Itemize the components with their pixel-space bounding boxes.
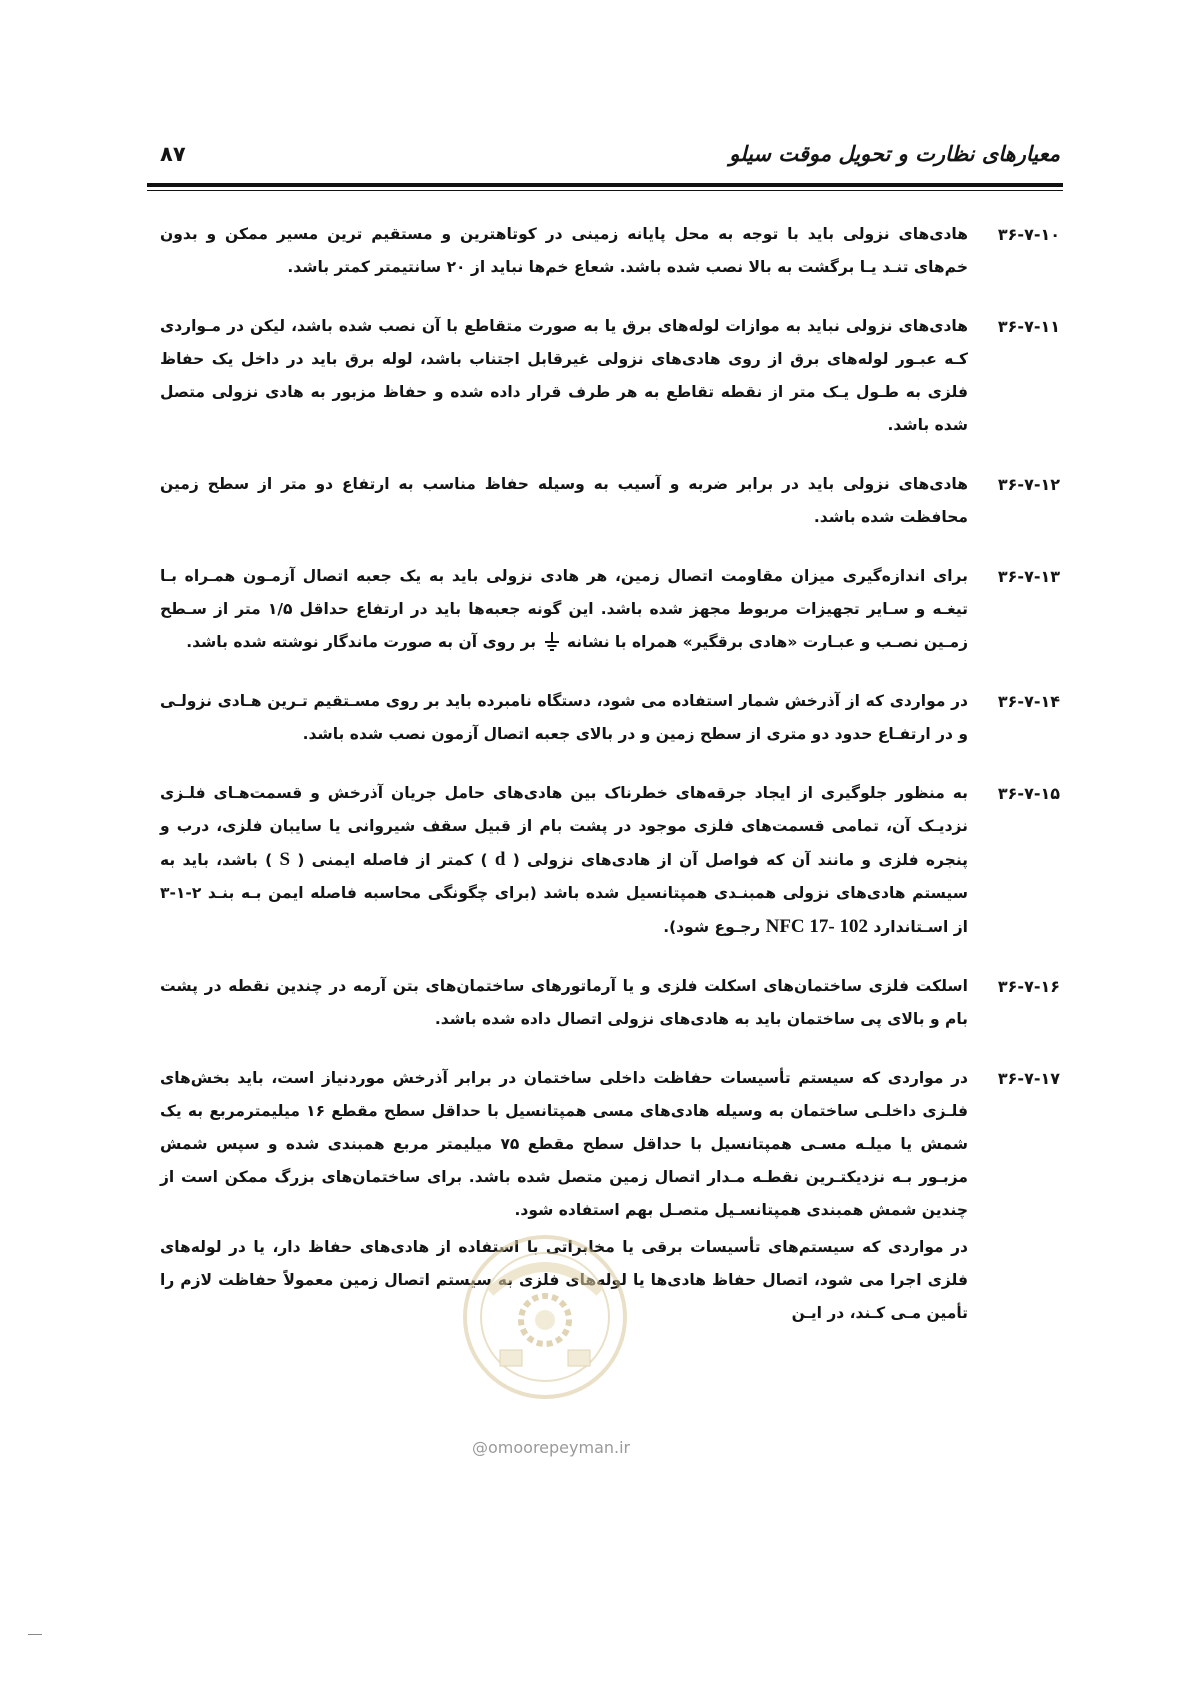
main-content — [160, 218, 1060, 1356]
clause-text: در مواردی که سیستم تأسیسات حفاظت داخلی ساختمان در برابر آذرخش موردنیاز است، باید بخش‌های فلـزی داخلـی ساختمان به وسیله هادی‌های مسی همپتانسیل با حداقل سطح مقطع ۱۶ میلیمترمربع به یک شمش یا میلـه مسـی همپتانسیل با حداقل سطح مقطع ۷۵ میلیمتر مربع همبندی شده و سپس شمش مزبـور بـه نزدیکتـرین نقطـه مـدار اتصال زمین متصل شده باشد. برای ساختمان‌های بزرگ ممکن است از چندین شمش همبندی همپتانسـیل متصـل بهم استفاده شود. — [160, 1069, 968, 1219]
clause-number: ۳۶-۷-۱۴ — [997, 692, 1060, 711]
clause-number: ۳۶-۷-۱۲ — [997, 475, 1060, 494]
clause-text: هادی‌های نزولی باید در برابر ضربه و آسیب به وسیله حفاظ مناسب به ارتفاع دو متر از سطح زمین محافظت شده باشد. — [160, 475, 968, 526]
page-header — [150, 138, 1060, 178]
clause-36-7-10 — [160, 218, 1060, 284]
clause-36-7-12 — [160, 468, 1060, 534]
standard-code: NFC 17- 102 — [765, 916, 868, 937]
clause-number: ۳۶-۷-۱۳ — [997, 567, 1060, 586]
clause-text-part: رجـوع شود). — [663, 918, 761, 936]
clause-36-7-15 — [160, 777, 1060, 944]
ground-symbol-icon — [544, 631, 560, 653]
symbol-s: S — [279, 849, 291, 870]
clause-text: هادی‌های نزولی باید با توجه به محل پایانه زمینی در کوتاهترین و مستقیم ترین مسیر ممکن و بدون خم‌های تنـد یـا برگشت به بالا نصب شده باشد. شعاع خم‌ها نباید از ۲۰ سانتیمتر کمتر باشد. — [160, 225, 968, 276]
clause-text: در مواردی که از آذرخش شمار استفاده می شود، دستگاه نامبرده باید بر روی مسـتقیم تـرین هـادی نزولـی و در ارتفـاع حدود دو متری از سطح زمین و در بالای جعبه اتصال آزمون نصب شده باشد. — [160, 692, 968, 743]
watermark-seal-icon — [460, 1232, 630, 1402]
clause-text — [160, 777, 968, 944]
clause-text-part: بر روی آن به صورت ماندگار نوشته شده باشد. — [186, 633, 537, 651]
symbol-d: d — [494, 849, 506, 870]
clause-text-part: به منظور جلوگیری از ایجاد جرقه‌های خطرناک بین هادی‌های حامل جریان آذرخش و قسمت‌هـای فلـزی نزدیـک آن، تمامی قسمت‌های فلزی موجود در پشت بام از قبیل سقف شیروانی یا سایبان فلزی، درب و پنجره فلزی و مانند آن که فواصل آن از هادی‌های نزولی ( — [160, 784, 969, 869]
clause-text: هادی‌های نزولی نباید به موازات لوله‌های برق یا به صورت متقاطع با آن نصب شده باشد، لیکن در مـواردی کـه عبـور لوله‌های برق از روی هادی‌های نزولی غیرقابل اجتناب باشد، لوله برق باید در داخل یک حفاظ فلزی به طـول یـک متر از نقطه تقاطع به هر طرف قرار داده شده و حفاظ مزبور به هادی نزولی متصل شده باشد. — [160, 317, 968, 434]
clause-number: ۳۶-۷-۱۷ — [997, 1069, 1060, 1088]
clause-text — [160, 560, 968, 659]
clause-36-7-11 — [160, 310, 1060, 442]
chapter-title: معیارهای نظارت و تحویل موقت سیلو — [729, 142, 1060, 166]
clause-text-part: ) کمتر از فاصله ایمنی ( — [297, 851, 488, 869]
clause-number: ۳۶-۷-۱۰ — [997, 225, 1060, 244]
clause-text-part: برای اندازه‌گیری میزان مقاومت اتصال زمین، هر هادی نزولی باید به یک جعبه اتصال آزمـون همـراه بـا تیغـه و سـایر تجهیزات مربوط مجهز شده باشد. این گونه جعبه‌ها باید در ارتفاع حداقل ۱/۵ متر از سـطح زمـین نصـب و عبـارت «هادی برقگیر» همراه با نشانه — [160, 567, 968, 651]
clause-sub-paragraph: در مواردی که سیستم‌های تأسیسات برقی یا مخابراتی با استفاده از هادی‌های حفاظ دار، یا در لوله‌های فلزی اجرا می شود، اتصال حفاظ هادی‌ها یا لوله‌های فلزی به سیستم اتصال زمین معمولاً حفاظت لازم را تأمین مـی کـند، در ایـن — [160, 1238, 968, 1322]
watermark-url: @omoorepeyman.ir — [472, 1438, 631, 1457]
page-number: ۸۷ — [160, 142, 186, 166]
clause-number: ۳۶-۷-۱۵ — [997, 784, 1060, 803]
scan-mark — [28, 1634, 42, 1635]
clause-number: ۳۶-۷-۱۶ — [997, 977, 1060, 996]
clause-36-7-13 — [160, 560, 1060, 659]
clause-text: اسلکت فلزی ساختمان‌های اسکلت فلزی و یا آرماتورهای ساختمان‌های بتن آرمه در چندین نقطه در پشت بام و بالای پی ساختمان باید به هادی‌های نزولی اتصال داده شده باشد. — [160, 977, 968, 1028]
header-rule-thick — [147, 183, 1063, 187]
clause-text-part: ) باشد، باید به سیستم هادی‌های نزولی همبنـدی همپتانسیل شده باشد (برای چگونگی محاسبه فاصله ایمن بـه بنـد ۲-۱-۳ از اسـتاندارد — [160, 851, 968, 936]
clause-36-7-14 — [160, 685, 1060, 751]
header-rule-thin — [147, 190, 1063, 191]
clause-36-7-16 — [160, 970, 1060, 1036]
clause-number: ۳۶-۷-۱۱ — [997, 317, 1060, 336]
